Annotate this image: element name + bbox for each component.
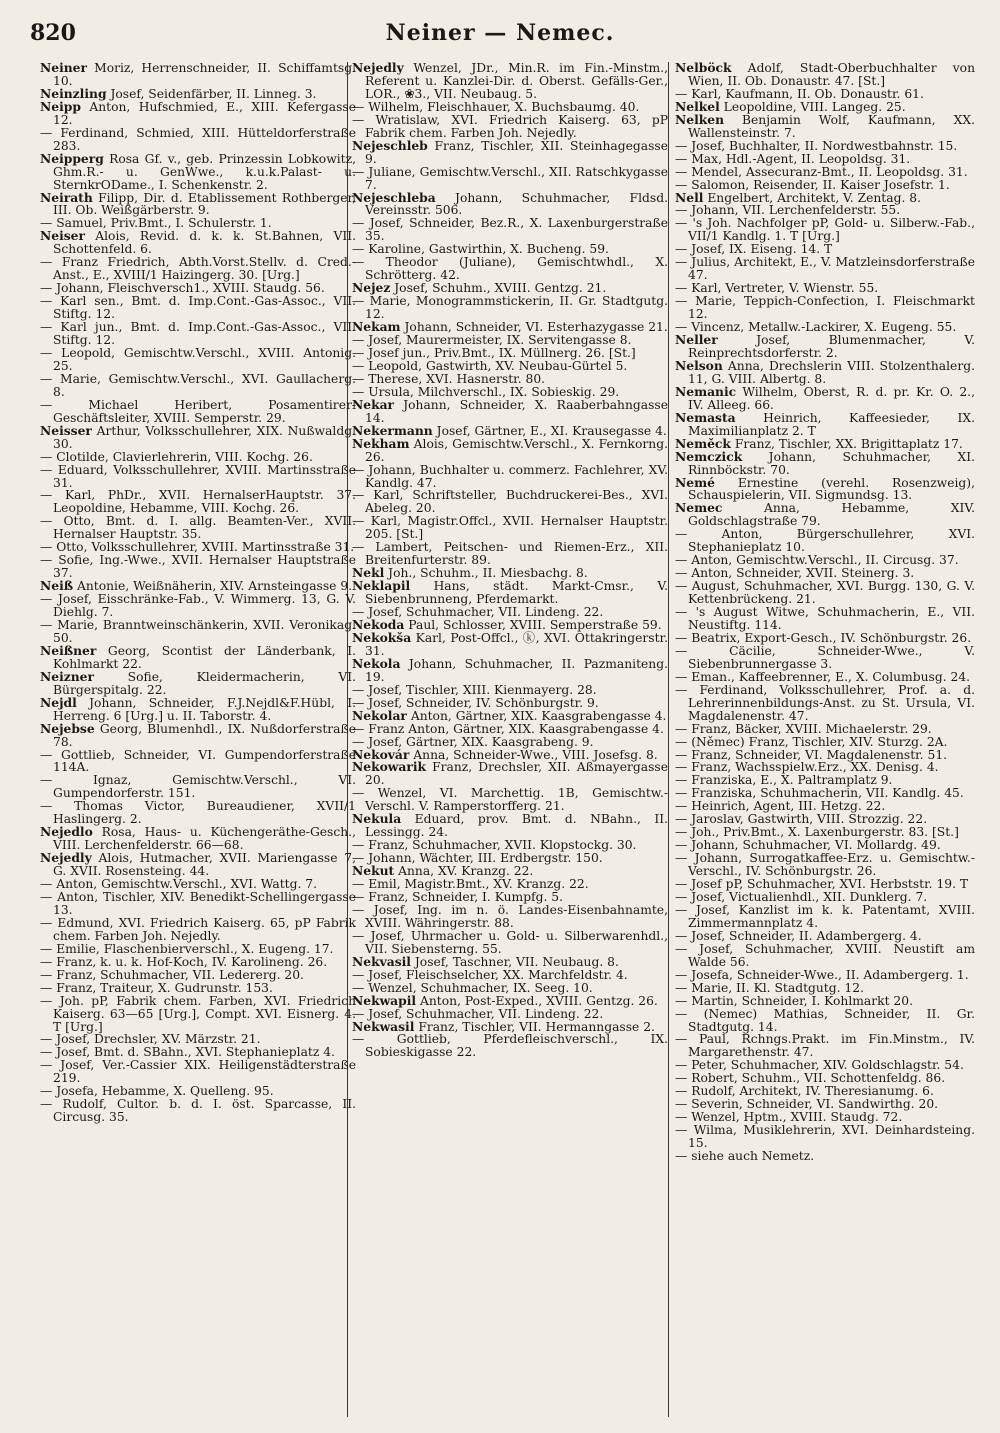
directory-entry: — Franz, Traiteur, X. Gudrunstr. 153. [40,980,273,995]
directory-entry: — Josef, Schuhmacher, VII. Lindeng. 22. [352,605,604,620]
directory-entry: — Leopold, Gemischtw.Verschl., XVIII. Antonig. 25. [40,345,356,373]
directory-entry: — Therese, XVI. Hasnerstr. 80. [352,371,546,386]
directory-entry: — Johann, Buchhalter u. commerz. Fachlehrer, XV. Kandlg. 47. [352,462,668,490]
directory-entry: Nekwasil Franz, Tischler, VII. Hermanngasse 2. [352,1018,655,1034]
page-title: Neiner — Nemec. [385,20,615,46]
directory-entry: Nekowarik Franz, Drechsler, XII. Aßmayergasse 20. [352,759,668,788]
directory-entry: — Ignaz, Gemischtw.Verschl., VI. Gumpendorferstr. 151. [40,773,356,801]
directory-entry: — Mendel, Assecuranz-Bmt., II. Leopoldsg. 31. [675,164,968,179]
directory-entry: — Franz, k. u. k. Hof-Koch, IV. Karolineng. 26. [40,954,328,969]
directory-entry: Nekola Johann, Schuhmacher, II. Pazmaniteng. 19. [352,655,668,684]
directory-entry: Neipp Anton, Hufschmied, E., XIII. Kefergasse 12. [40,98,356,127]
directory-entry: — Wilma, Musiklehrerin, XVI. Deinhardsteing. 15. [675,1123,975,1151]
directory-entry: Neiner Moriz, Herrenschneider, II. Schiffamtsg. 10. [40,62,356,88]
directory-entry: Nejedly Alois, Hutmacher, XVII. Mariengasse 7, G. XVII. Rosensteing. 44. [40,850,356,879]
directory-entry: — Edmund, XVI. Friedrich Kaiserg. 65, pP Fabrik chem. Farben Joh. Nejedly. [40,915,356,943]
directory-entry: Nekovár Anna, Schneider-Wwe., VIII. Josefsg. 8. [352,746,658,762]
directory-entry: — Emil, Magistr.Bmt., XV. Kranzg. 22. [352,877,589,892]
directory-entry: Nejedly Wenzel, JDr., Min.R. im Fin.-Minstm., Referent u. Kanzlei-Dir. d. Oberst. Gefälls-Ger., LOR., ❀3., VII. Neubaug. 5. [352,62,668,101]
directory-entry: — Josef, Tischler, XIII. Kienmayerg. 28. [352,682,597,697]
directory-entry: — Anton, Schneider, XVII. Steinerg. 3. [675,566,915,581]
directory-entry: Nejeschleb Franz, Tischler, XII. Steinhagegasse 9. [352,137,668,166]
directory-entry: — Joh. pP, Fabrik chem. Farben, XVI. Friedrich Kaiserg. 63—65 [Urg.], Compt. XVI. Eisnerg. 4. T [Urg.] [40,993,356,1034]
directory-entry: — Karl, Vertreter, V. Wienstr. 55. [675,281,879,296]
directory-entry: — Josef, Gärtner, XIX. Kaasgrabeng. 9. [352,734,594,749]
directory-entry: Nejebse Georg, Blumenhdl., IX. Nußdorferstraße 78. [40,720,356,749]
directory-entry: — Franziska, E., X. Paltramplatz 9. [675,773,893,788]
directory-entry: — Josef, Schuhmacher, VII. Lindeng. 22. [352,1006,604,1021]
directory-entry: — Franz, Schuhmacher, XVII. Klopstockg. 30. [352,838,637,853]
directory-entry: — Clotilde, Clavierlehrerin, VIII. Kochg. 26. [40,449,313,464]
directory-entry: — Ferdinand, Schmied, XIII. Hütteldorferstraße 283. [40,125,356,153]
directory-entry: — Gottlieb, Pferdefleischverschl., IX. Sobieskigasse 22. [352,1032,668,1060]
directory-entry: — Vincenz, Metallw.-Lackirer, X. Eugeng. 55. [675,320,957,335]
directory-entry: — Anton, Gemischtw.Verschl., II. Circusg. 37. [675,553,959,568]
directory-entry: — Otto, Bmt. d. I. allg. Beamten-Ver., XVII. Hernalser Hauptstr. 35. [40,514,356,542]
directory-entry: — Karoline, Gastwirthin, X. Bucheng. 59. [352,242,609,257]
directory-entry: — Heinrich, Agent, III. Hetzg. 22. [675,799,886,814]
directory-entry: — Peter, Schuhmacher, XIV. Goldschlagstr. 54. [675,1058,964,1073]
directory-entry: — (Němec) Franz, Tischler, XIV. Sturzg. 2A. [675,734,948,749]
directory-entry: — Karl jun., Bmt. d. Imp.Cont.-Gas-Assoc., VII. Stiftg. 12. [40,320,356,348]
directory-entry: — Josef, Uhrmacher u. Gold- u. Silberwarenhdl., VII. Siebensterng. 55. [352,928,668,956]
directory-entry: — August, Schuhmacher, XVI. Burgg. 130, G. V. Kettenbrückeng. 21. [675,579,975,607]
directory-entry: Nemec Anna, Hebamme, XIV. Goldschlagstraße 79. [675,500,975,529]
directory-entry: Nelson Anna, Drechslerin VIII. Stolzenthalerg. 11, G. VIII. Albertg. 8. [675,357,975,386]
directory-entry: — siehe auch Nemetz. [675,1149,815,1164]
directory-entry: Neirath Filipp, Dir. d. Etablissement Rothberger, III. Ob. Weißgärberstr. 9. [40,189,356,218]
directory-entry: — Wenzel, VI. Marchettig. 1B, Gemischtw.-Verschl. V. Ramperstorfferg. 21. [352,786,668,814]
directory-entry: Nekwapil Anton, Post-Exped., XVIII. Gentzg. 26. [352,992,658,1008]
directory-entry: — Josef, Victualienhdl., XII. Dunklerg. 7. [675,890,928,904]
directory-entry: — Josefa, Hebamme, X. Quelleng. 95. [40,1084,274,1099]
directory-entry: Nejez Josef, Schuhm., XVIII. Gentzg. 21. [352,280,607,296]
directory-entry: — Franz, Wachsspielw.Erz., XX. Denisg. 4. [675,760,939,775]
directory-entry: — Severin, Schneider, VI. Sandwirthg. 20. [675,1097,939,1112]
directory-entry: — Karl, Kaufmann, II. Ob. Donaustr. 61. [675,86,924,101]
directory-entry: — Paul, Rchngs.Prakt. im Fin.Minstm., IV. Margarethenstr. 47. [675,1032,975,1060]
directory-entry: Nekvasil Josef, Taschner, VII. Neubaug. 8. [352,953,619,969]
directory-entry: — Rudolf, Cultor. b. d. I. öst. Sparcasse, II. Circusg. 35. [40,1097,356,1125]
directory-entry: Nekut Anna, XV. Kranzg. 22. [352,863,534,879]
directory-entry: — Leopold, Gastwirth, XV. Neubau-Gürtel 5. [352,358,628,373]
directory-entry: — Joh., Priv.Bmt., X. Laxenburgerstr. 83. [St.] [675,825,959,840]
directory-entry: Nekolar Anton, Gärtner, XIX. Kaasgrabengasse 4. [352,707,667,723]
directory-entry: — Ferdinand, Volksschullehrer, Prof. a. d. Lehrerinnenbildungs-Anst. zu St. Ursula, VI. Magdalenenstr. 47. [675,682,975,723]
directory-entry: Neißner Georg, Scontist der Länderbank, I. Kohlmarkt 22. [40,642,356,671]
directory-entry: — Franz Anton, Gärtner, XIX. Kaasgrabengasse 4. [352,721,664,736]
directory-entry: — Johann, Schuhmacher, VI. Mollardg. 49. [675,838,941,853]
directory-entry: Nekermann Josef, Gärtner, E., XI. Krausegasse 4. [352,422,667,438]
directory-entry: — Josef, IX. Eiseng. 14. T [675,242,833,257]
directory-entry: Nekula Eduard, prov. Bmt. d. NBahn., II. Lessingg. 24. [352,811,668,840]
directory-entry: — Johann, Surrogatkaffee-Erz. u. Gemischtw.-Verschl., IV. Schönburgstr. 26. [675,851,975,879]
directory-entry: — Karl, Schriftsteller, Buchdruckerei-Bes., XVI. Abeleg. 20. [352,488,668,516]
directory-entry: Nemanic Wilhelm, Oberst, R. d. pr. Kr. O. 2., IV. Alleeg. 66. [675,383,975,412]
directory-entry: Nekoda Paul, Schlosser, XVIII. Semperstraße 59. [352,616,662,632]
directory-entry: — Gottlieb, Schneider, VI. Gumpendorferstraße 114A. [40,747,356,775]
directory-entry: — Franz, Schuhmacher, VII. Ledererg. 20. [40,967,304,982]
directory-entry: — Marie, Teppich-Confection, I. Fleischmarkt 12. [675,294,975,322]
directory-entry: — Juliane, Gemischtw.Verschl., XII. Ratschkygasse 7. [352,164,668,192]
page-header [0,20,1000,50]
directory-entry: Nekl Joh., Schuhm., II. Miesbachg. 8. [352,565,588,581]
directory-entry: Nelken Benjamin Wolf, Kaufmann, XX. Wallensteinstr. 7. [675,111,975,140]
directory-entry: — Josef, Kanzlist im k. k. Patentamt, XVIII. Zimmermannplatz 4. [675,902,975,930]
directory-entry: — Wenzel, Hptm., XVIII. Staudg. 72. [675,1110,903,1125]
directory-entry: — Ursula, Milchverschl., IX. Sobieskig. 29. [352,384,620,399]
directory-entry: — Eman., Kaffeebrenner, E., X. Columbusg. 24. [675,669,971,684]
directory-entry: — Franziska, Schuhmacherin, VII. Kandlg. 45. [675,786,964,801]
directory-entry: — Eduard, Volksschullehrer, XVIII. Martinsstraße 31. [40,462,356,490]
directory-entry: — Marie, Monogrammstickerin, II. Gr. Stadtgutg. 12. [352,294,668,322]
directory-entry: Nekar Johann, Schneider, X. Raaberbahngasse 14. [352,396,668,425]
directory-entry: — Rudolf, Architekt, IV. Theresianumg. 6. [675,1084,934,1099]
directory-entry: Nelkel Leopoldine, VIII. Langeg. 25. [675,98,906,114]
directory-entry: Nemczick Johann, Schuhmacher, XI. Rinnböckstr. 70. [675,448,975,477]
directory-entry: — Franz, Schneider, I. Kumpfg. 5. [352,890,564,904]
directory-entry: Neklapil Hans, städt. Markt-Cmsr., V. Siebenbrunneng, Pferdemarkt. [352,578,668,607]
directory-entry: Nejeschleba Johann, Schuhmacher, Fldsd. Vereinsstr. 506. [352,189,668,218]
directory-entry: — Samuel, Priv.Bmt., I. Schulerstr. 1. [40,216,272,231]
directory-entry: — Franz, Schneider, VI. Magdalenenstr. 51. [675,747,948,762]
directory-entry: Nemé Ernestine (verehl. Rosenzweig), Schauspielerin, VII. Sigmundsg. 13. [675,474,975,503]
directory-entry: — Marie, II. Kl. Stadtgutg. 12. [675,980,864,995]
directory-entry: — Robert, Schuhm., VII. Schottenfeldg. 86. [675,1071,946,1086]
directory-entry: — Josef pP, Schuhmacher, XVI. Herbststr. 19. T [675,877,969,892]
directory-entry: — Theodor (Juliane), Gemischtwhdl., X. Schrötterg. 42. [352,255,668,283]
directory-entry: — Josef, Schneider, II. Adambergerg. 4. [675,928,922,943]
directory-entry: — 's Joh. Nachfolger pP, Gold- u. Silberw.-Fab., VII/1 Kandlg. 1. T [Urg.] [675,216,975,244]
directory-entry: — Martin, Schneider, I. Kohlmarkt 20. [675,993,913,1008]
directory-entry: Nejedlo Rosa, Haus- u. Küchengeräthe-Gesch., VIII. Lerchenfelderstr. 66—68. [40,824,356,853]
directory-entry: — Anton, Tischler, XIV. Benedikt-Schellingergasse 13. [40,890,356,917]
directory-entry: — Josef, Schuhmacher, XVIII. Neustift am Walde 56. [675,941,975,969]
column-1 [40,62,356,1417]
directory-entry: — Josefa, Schneider-Wwe., II. Adambergerg. 1. [675,967,969,982]
directory-entry: Neiser Alois, Revid. d. k. k. St.Bahnen, VII. Schottenfeld. 6. [40,228,356,257]
directory-entry: — Josef, Schneider, Bez.R., X. Laxenburgerstraße 35. [352,216,668,244]
directory-entry: — Johann, Wächter, III. Erdbergstr. 150. [352,851,603,866]
directory-entry: — Lambert, Peitschen- und Riemen-Erz., XII. Breitenfurterstr. 89. [352,540,668,568]
directory-entry: Neller Josef, Blumenmacher, V. Reinprechtsdorferstr. 2. [675,332,975,360]
directory-entry: — Karl sen., Bmt. d. Imp.Cont.-Gas-Assoc., VII. Stiftg. 12. [40,294,356,322]
directory-entry: — Karl, Magistr.Offcl., XVII. Hernalser Hauptstr. 205. [St.] [352,514,668,542]
directory-entry: — Josef, Ing. im n. ö. Landes-Eisenbahnamte, XVIII. Währingerstr. 88. [352,902,668,930]
column-3 [675,62,975,1417]
directory-entry: — Josef, Drechsler, XV. Märzstr. 21. [40,1032,261,1047]
directory-entry: Nelböck Adolf, Stadt-Oberbuchhalter von Wien, II. Ob. Donaustr. 47. [St.] [675,62,975,88]
directory-entry: Nemasta Heinrich, Kaffeesieder, IX. Maximilianplatz 2. T [675,409,975,438]
directory-entry: — Anton, Bürgerschullehrer, XVI. Stephanieplatz 10. [675,527,975,555]
directory-entry: — Beatrix, Export-Gesch., IV. Schönburgstr. 26. [675,630,972,645]
directory-entry: — Josef, Eisschränke-Fab., V. Wimmerg. 13, G. V. Diehlg. 7. [40,592,356,620]
directory-entry: — Johann, Fleischversch1., XVIII. Staudg. 56. [40,281,325,296]
directory-entry: — Josef, Ver.-Cassier XIX. Heiligenstädterstraße 219. [40,1058,356,1086]
directory-entry: — Josef, Fleischselcher, XX. Marchfeldstr. 4. [352,967,628,982]
directory-entry: — Karl, PhDr., XVII. HernalserHauptstr. 37. Leopoldine, Hebamme, VIII. Kochg. 26. [40,488,356,516]
directory-entry: — Marie, Gemischtw.Verschl., XVI. Gaullacherg. 8. [40,371,356,399]
directory-entry: — Franz Friedrich, Abth.Vorst.Stellv. d. Cred.-Anst., E., XVIII/1 Haizingerg. 30. [Urg.] [40,255,356,283]
directory-entry: Nekam Johann, Schneider, VI. Esterhazygasse 21. [352,319,668,335]
directory-entry: — Thomas Victor, Bureaudiener, XVII/1 Haslingerg. 2. [40,799,356,827]
directory-entry: Nejdl Johann, Schneider, F.J.Nejdl&F.Hübl, I. Herreng. 6 [Urg.] u. II. Taborstr. 4. [40,694,356,723]
directory-entry: — Anton, Gemischtw.Verschl., XVI. Wattg. 7. [40,877,318,892]
directory-entry: — Josef, Buchhalter, II. Nordwestbahnstr. 15. [675,138,958,153]
directory-entry: — (Nemec) Mathias, Schneider, II. Gr. Stadtgutg. 14. [675,1006,975,1034]
directory-entry: Neměck Franz, Tischler, XX. Brigittaplatz 17. [675,435,963,451]
directory-entry: — Franz, Bäcker, XVIII. Michaelerstr. 29. [675,721,932,736]
directory-entry: — Max, Hdl.-Agent, II. Leopoldsg. 31. [675,151,911,166]
directory-entry: — Josef, Schneider, IV. Schönburgstr. 9. [352,695,599,710]
directory-entry: — Johann, VII. Lerchenfelderstr. 55. [675,203,901,218]
column-divider [668,62,669,1417]
directory-entry: Neipperg Rosa Gf. v., geb. Prinzessin Lobkowitz, Ghm.R.- u. GenWwe., k.u.k.Palast- u. SternkrODame., I. Schenkenstr. 2. [40,150,356,192]
directory-entry: Nekokša Karl, Post-Offcl., ⓚ, XVI. Ottakringerstr. 31. [352,629,668,658]
directory-entry: Neizner Sofie, Kleidermacherin, VI. Bürgerspitalg. 22. [40,668,356,697]
directory-entry: — Wenzel, Schuhmacher, IX. Seeg. 10. [352,980,593,995]
directory-entry: — Josef, Maurermeister, IX. Servitengasse 8. [352,333,632,348]
directory-entry: — 's August Witwe, Schuhmacherin, E., VII. Neustiftg. 114. [675,605,975,632]
directory-entry: — Wratislaw, XVI. Friedrich Kaiserg. 63, pP Fabrik chem. Farben Joh. Nejedly. [352,112,668,140]
directory-entry: — Michael Heribert, Posamentirer-Geschäftsleiter, XVIII. Semperstr. 29. [40,397,356,425]
column-2 [352,62,668,1417]
directory-entry: — Wilhelm, Fleischhauer, X. Buchsbaumg. 40. [352,99,640,114]
page-number: 820 [30,20,76,46]
directory-entry: Nekham Alois, Gemischtw.Verschl., X. Fernkorng. 26. [352,435,668,464]
directory-entry: — Josef jun., Priv.Bmt., IX. Müllnerg. 26. [St.] [352,345,636,360]
directory-entry: — Cäcilie, Schneider-Wwe., V. Siebenbrunnergasse 3. [675,643,975,671]
directory-entry: — Emilie, Flaschenbierverschl., X. Eugeng. 17. [40,941,334,956]
directory-entry: — Julius, Architekt, E., V. Matzleinsdorferstraße 47. [675,255,975,283]
directory-entry: — Salomon, Reisender, II. Kaiser Josefstr. 1. [675,177,950,192]
directory-entry: — Otto, Volksschullehrer, XVIII. Martinsstraße 31. [40,540,355,555]
directory-entry: Neisser Arthur, Volksschullehrer, XIX. Nußwaldg. 30. [40,422,356,451]
directory-entry: Neiß Antonie, Weißnäherin, XIV. Arnsteingasse 9. [40,578,353,594]
directory-entry: Neinzling Josef, Seidenfärber, II. Linneg. 3. [40,85,317,101]
directory-entry: — Marie, Branntweinschänkerin, XVII. Veronikag. 50. [40,617,356,645]
directory-entry: — Josef, Bmt. d. SBahn., XVI. Stephanieplatz 4. [40,1045,335,1060]
directory-entry: Nell Engelbert, Architekt, V. Zentag. 8. [675,189,922,205]
directory-entry: — Sofie, Ing.-Wwe., XVII. Hernalser Hauptstraße 37. [40,553,356,581]
directory-entry: — Jaroslav, Gastwirth, VIII. Strozzig. 22. [675,812,928,827]
